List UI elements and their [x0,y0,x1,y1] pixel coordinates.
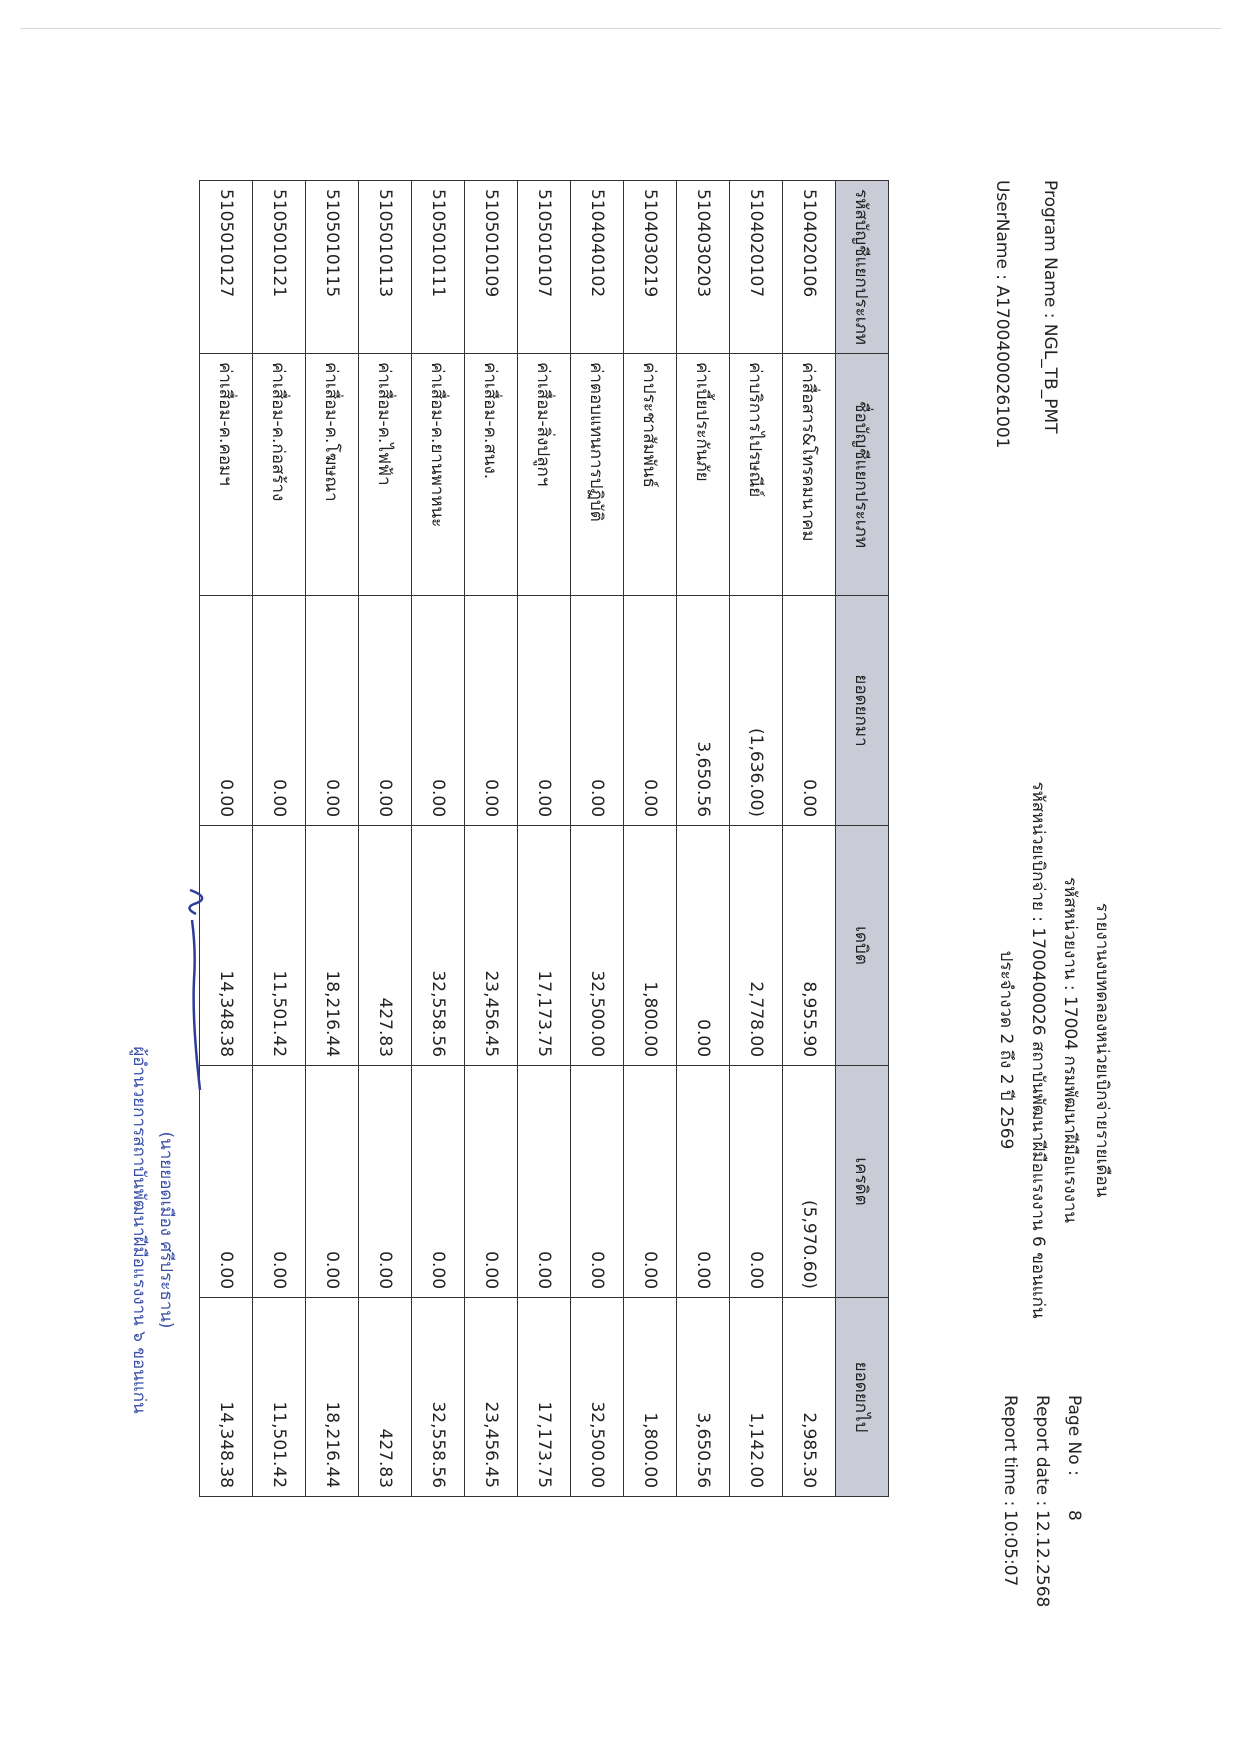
debit-cell: 8,955.90 [783,826,836,1066]
table-row [783,181,836,1497]
account-name-cell: ค่าเสื่อม-ค.สนง. [465,354,518,596]
debit-cell: 23,456.45 [465,826,518,1066]
brought-forward-cell: 0.00 [359,596,412,826]
credit-cell: 0.00 [730,1066,783,1298]
carried-forward-cell: 14,348.38 [200,1298,253,1497]
user-name: UserName : A17004000261001 [992,180,1012,449]
header-brought-forward: ยอดยกมา [836,596,889,826]
carried-forward-cell: 23,456.45 [465,1298,518,1497]
credit-cell: 0.00 [465,1066,518,1298]
carried-forward-cell: 1,142.00 [730,1298,783,1497]
credit-cell: 0.00 [306,1066,359,1298]
account-code-cell: 5105010111 [412,181,465,354]
account-name-cell: ค่าบริการไปรษณีย์ [730,354,783,596]
header-debit: เดบิต [836,826,889,1066]
debit-cell: 427.83 [359,826,412,1066]
account-code-cell: 5104030203 [677,181,730,354]
table-row [624,181,677,1497]
debit-cell: 17,173.75 [518,826,571,1066]
account-name-cell: ค่าประชาสัมพันธ์ [624,354,677,596]
account-name-cell: ค่าเสื่อม-สิ่งปลูกฯ [518,354,571,596]
account-name-cell: ค่าตอบแทนการปฏิบัติ [571,354,624,596]
debit-cell: 0.00 [677,826,730,1066]
debit-cell: 32,500.00 [571,826,624,1066]
account-code-cell: 5104020107 [730,181,783,354]
credit-cell: 0.00 [253,1066,306,1298]
account-name-cell: ค่าสื่อสาร&โทรคมนาคม [783,354,836,596]
account-name-cell: ค่าเสื่อม-ค.ก่อสร้าง [253,354,306,596]
credit-cell: 0.00 [624,1066,677,1298]
unit-code: รหัสหน่วยงาน : 17004 กรมพัฒนาฝีมือแรงงาน [1060,876,1080,1224]
account-name-cell: ค่าเบี้ยประกันภัย [677,354,730,596]
signatory-position: ผู้อำนวยการสถาบันพัฒนาฝีมือแรงงาน ๖ ขอนแก่น [129,1046,149,1414]
header-account-code: รหัสบัญชีแยกประเภท [836,181,889,354]
credit-cell: 0.00 [200,1066,253,1298]
table-row [571,181,624,1497]
period: ประจำงวด 2 ถึง 2 ปี 2569 [996,950,1016,1150]
table-row [412,181,465,1497]
account-name-cell: ค่าเสื่อม-ค.ไฟฟ้า [359,354,412,596]
report-time: 10:05:07 [1000,1510,1020,1587]
carried-forward-cell: 32,500.00 [571,1298,624,1497]
scan-border-line [20,28,1221,29]
table-row [730,181,783,1497]
brought-forward-cell: 0.00 [624,596,677,826]
account-code-cell: 5105010121 [253,181,306,354]
report-time-label: Report time : [1000,1395,1020,1507]
carried-forward-cell: 427.83 [359,1298,412,1497]
brought-forward-cell: 0.00 [571,596,624,826]
page-no-label: Page No : [1064,1395,1084,1476]
account-code-cell: 5105010107 [518,181,571,354]
brought-forward-cell: 3,650.56 [677,596,730,826]
table-row [465,181,518,1497]
rotated-page [80,180,1112,1680]
account-code-cell: 5104040102 [571,181,624,354]
carried-forward-cell: 11,501.42 [253,1298,306,1497]
carried-forward-cell: 17,173.75 [518,1298,571,1497]
account-code-cell: 5104030219 [624,181,677,354]
credit-cell: (5,970.60) [783,1066,836,1298]
credit-cell: 0.00 [359,1066,412,1298]
report-date-label: Report date : [1032,1395,1052,1507]
debit-cell: 11,501.42 [253,826,306,1066]
table-row [359,181,412,1497]
carried-forward-cell: 2,985.30 [783,1298,836,1497]
account-code-cell: 5104020106 [783,181,836,354]
table-row [518,181,571,1497]
account-code-cell: 5105010113 [359,181,412,354]
trial-balance-table [199,180,889,1497]
account-name-cell: ค่าเสื่อม-ค.โฆษณา [306,354,359,596]
table-header-row [836,181,889,1497]
brought-forward-cell: 0.00 [518,596,571,826]
brought-forward-cell: 0.00 [412,596,465,826]
table-row [200,181,253,1497]
debit-cell: 18,216.44 [306,826,359,1066]
debit-cell: 1,800.00 [624,826,677,1066]
header-account-name: ชื่อบัญชีแยกประเภท [836,354,889,596]
brought-forward-cell: 0.00 [200,596,253,826]
header-credit: เครดิต [836,1066,889,1298]
account-name-cell: ค่าเสื่อม-ค.ยานพาหนะ [412,354,465,596]
carried-forward-cell: 3,650.56 [677,1298,730,1497]
report-title: รายงานงบทดลองหน่วยเบิกจ่ายรายเดือน [1092,902,1112,1198]
table-row [677,181,730,1497]
table-row [306,181,359,1497]
brought-forward-cell: 0.00 [306,596,359,826]
carried-forward-cell: 32,558.56 [412,1298,465,1497]
carried-forward-cell: 18,216.44 [306,1298,359,1497]
debit-cell: 32,558.56 [412,826,465,1066]
debit-cell: 2,778.00 [730,826,783,1066]
credit-cell: 0.00 [412,1066,465,1298]
account-name-cell: ค่าเสื่อม-ค.คอมฯ [200,354,253,596]
carried-forward-cell: 1,800.00 [624,1298,677,1497]
header-carried-forward: ยอดยกไป [836,1298,889,1497]
credit-cell: 0.00 [518,1066,571,1298]
report-date: 12.12.2568 [1032,1510,1052,1608]
brought-forward-cell: 0.00 [783,596,836,826]
table-row [253,181,306,1497]
debit-cell: 14,348.38 [200,826,253,1066]
disbursing-unit: รหัสหน่วยเบิกจ่าย : 1700400026 สถาบันพัฒนาฝีมือแรงงาน 6 ขอนแก่น [1028,781,1048,1319]
page-no: 8 [1064,1510,1084,1521]
program-name: Program Name : NGL_TB_PMT [1040,180,1060,434]
brought-forward-cell: 0.00 [253,596,306,826]
account-code-cell: 5105010115 [306,181,359,354]
account-code-cell: 5105010109 [465,181,518,354]
credit-cell: 0.00 [677,1066,730,1298]
brought-forward-cell: 0.00 [465,596,518,826]
brought-forward-cell: (1,636.00) [730,596,783,826]
signature-block [126,880,180,1580]
account-code-cell: 5105010127 [200,181,253,354]
credit-cell: 0.00 [571,1066,624,1298]
signatory-name: (นายยอดเมือง ศรีประธาน) [156,1131,176,1329]
